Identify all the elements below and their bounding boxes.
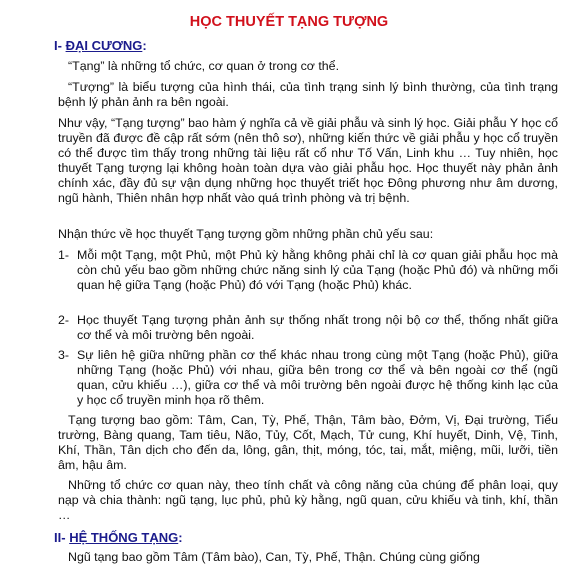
section-title: HỆ THỐNG TẠNG <box>69 530 179 545</box>
list-number: 1- <box>58 248 70 262</box>
list-text: Sự liên hệ giữa những phần cơ thể khác nhau trong cùng một Tạng (hoặc Phủ), giữa những Tạng (hoặc Phủ) với nhau, giữa bên trong cơ thể và bên ngoài cơ thể (ngũ quan, cửu khiếu …), giữa cơ thể và môi trường bên ngoài được hệ thống kinh lạc của y học cổ truyền minh họa rõ thêm. <box>77 348 558 407</box>
paragraph: “Tạng” là những tổ chức, cơ quan ở trong cơ thể. <box>68 59 340 73</box>
paragraph: Như vậy, “Tạng tượng” bao hàm ý nghĩa cả về giải phẫu và sinh lý học. Giải phẫu Y học cổ truyền đã được đề cập rất sớm (nên thô sơ), những kiến thức về giải phẫu y học cổ truyền có thể được tìm thấy trong những tài liệu rất cổ như Tố Vấn, Linh khu … Tuy nhiên, học thuyết Tạng tượng lại không hoàn toàn dựa vào giải phẫu học. Học thuyết này phản ảnh chính xác, đầy đủ sự vận dụng những học thuyết triết học Đông phương như âm dương, ngũ hành, Thiên nhân hợp nhất vào quá trình phòng và trị bệnh. <box>58 116 558 205</box>
section-number: II- <box>54 530 66 545</box>
paragraph: Tạng tượng bao gồm: Tâm, Can, Tỳ, Phế, Thận, Tâm bào, Đởm, Vị, Đại trường, Tiểu trường, Bàng quang, Tam tiêu, Não, Tủy, Cốt, Mạch, Tử cung, Khí huyết, Dinh, Vệ, Tinh, Khí, Thần, Tân dịch cho đến da, lông, gân, thịt, móng, tóc, tai, mắt, miệng, mũi, lưỡi, tiền âm, hậu âm. <box>58 413 558 472</box>
list-item <box>58 248 558 293</box>
list-item <box>58 348 558 408</box>
page-title: HỌC THUYẾT TẠNG TƯỢNG <box>189 14 389 30</box>
section-title: ĐẠI CƯƠNG <box>65 38 143 53</box>
list-item <box>58 313 558 343</box>
list-number: 3- <box>58 348 70 362</box>
list-number: 2- <box>58 313 70 327</box>
paragraph: Ngũ tạng bao gồm Tâm (Tâm bào), Can, Tỳ, Phế, Thận. Chúng cùng giống <box>68 550 480 564</box>
list-text: Mỗi một Tạng, một Phủ, một Phủ kỳ hằng không phải chỉ là cơ quan giải phẫu học mà còn chủ yếu bao gồm những chức năng sinh lý của Tạng (hoặc Phủ đó) và những mối quan hệ giữa Tạng (hoặc Phủ) đó với Tạng (hoặc Phủ) khác. <box>77 248 558 292</box>
paragraph: Nhận thức về học thuyết Tạng tượng gồm những phần chủ yếu sau: <box>58 227 434 241</box>
list-text: Học thuyết Tạng tượng phản ảnh sự thống nhất trong nội bộ cơ thể, thống nhất giữa cơ thể và môi trường bên ngoài. <box>77 313 558 342</box>
paragraph: “Tượng” là biểu tượng của hình thái, của tình trạng sinh lý bình thường, của tình trạng bệnh lý phản ảnh ra bên ngoài. <box>58 80 558 109</box>
paragraph: Những tổ chức cơ quan này, theo tính chất và công năng của chúng để phân loại, quy nạp và chia thành: ngũ tạng, lục phủ, phủ kỳ hằng, ngũ quan, cửu khiếu và tinh, khí, thần … <box>58 478 558 522</box>
section-heading-1: I- ĐẠI CƯƠNG: <box>54 38 147 53</box>
section-number: I- <box>54 38 62 53</box>
section-heading-2: II- HỆ THỐNG TẠNG: <box>54 530 183 545</box>
